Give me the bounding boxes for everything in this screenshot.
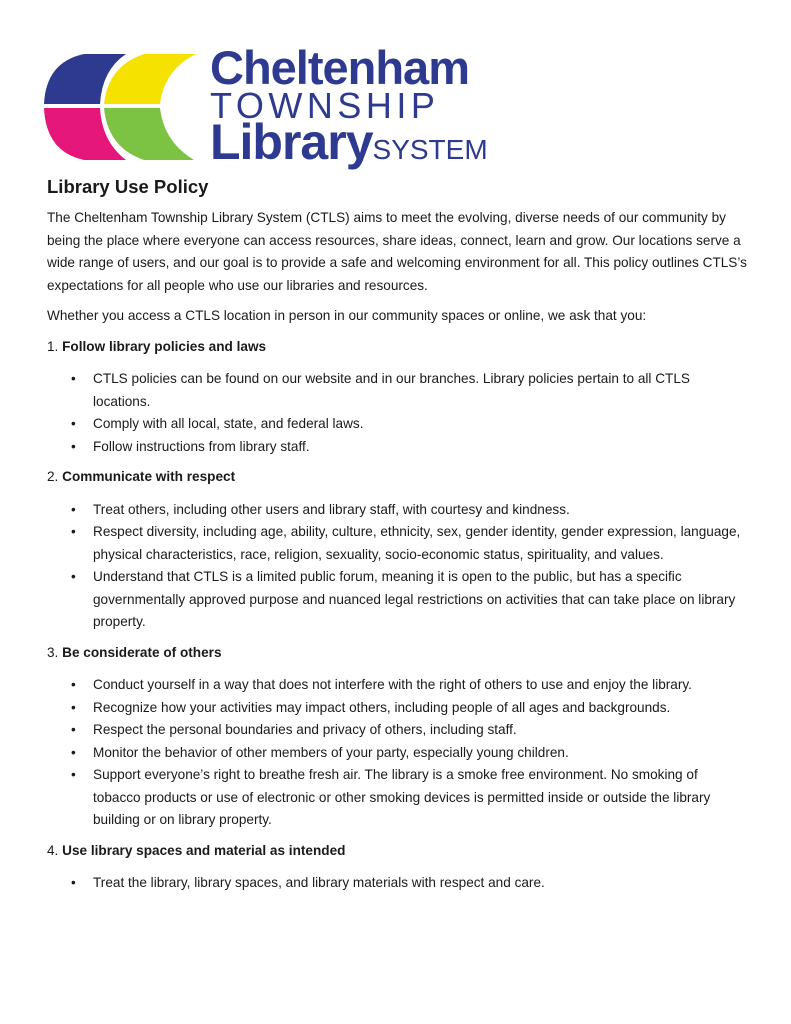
list-item: • Respect the personal boundaries and privacy of others, including staff. xyxy=(93,719,747,742)
section-1 xyxy=(47,336,747,459)
section-list xyxy=(47,674,747,832)
logo-line-3 xyxy=(210,114,488,178)
list-item: • Conduct yourself in a way that does not interfere with the right of others to use and enjoy the library. xyxy=(93,674,747,697)
section-heading xyxy=(47,336,747,359)
section-number: 1. xyxy=(47,338,59,354)
list-item: • Respect diversity, including age, ability, culture, ethnicity, sex, gender identity, gender expression, language, physical characteristics, race, religion, sexuality, socio-economic status, spirituality, and values. xyxy=(93,521,747,566)
section-title: Be considerate of others xyxy=(62,644,222,660)
section-heading xyxy=(47,642,747,665)
list-item: • CTLS policies can be found on our website and in our branches. Library policies pertain to all CTLS locations. xyxy=(93,368,747,413)
section-list xyxy=(47,499,747,634)
list-item: • Monitor the behavior of other members of your party, especially young children. xyxy=(93,742,747,765)
list-item: • Support everyone’s right to breathe fresh air. The library is a smoke free environment. No smoking of tobacco products or use of electronic or other smoking devices is permitted inside or outside the library building or on library property. xyxy=(93,764,747,832)
page-title: Library Use Policy xyxy=(47,176,209,197)
logo-line-1: Cheltenham xyxy=(210,41,469,94)
section-4 xyxy=(47,840,747,895)
section-list xyxy=(47,368,747,458)
list-item: • Treat the library, library spaces, and library materials with respect and care. xyxy=(93,872,747,895)
section-number: 4. xyxy=(47,842,59,858)
list-item: • Follow instructions from library staff. xyxy=(93,436,747,459)
library-logo xyxy=(44,40,488,170)
list-item: • Treat others, including other users and library staff, with courtesy and kindness. xyxy=(93,499,747,522)
list-item: • Understand that CTLS is a limited public forum, meaning it is open to the public, but has a specific governmentally approved purpose and nuanced legal restrictions on activities that can take place on library property. xyxy=(93,566,747,634)
intro-paragraph: The Cheltenham Township Library System (CTLS) aims to meet the evolving, diverse needs of our community by being the place where everyone can access resources, share ideas, connect, learn and grow. Our locations serve a wide range of users, and our goal is to provide a safe and welcoming environment for all. This policy outlines CTLS’s expectations for all people who use our libraries and resources. xyxy=(47,210,747,293)
section-number: 2. xyxy=(47,469,59,484)
logo-line-3-main: Library xyxy=(210,114,373,170)
section-title: Use library spaces and material as intended xyxy=(62,842,346,858)
section-2 xyxy=(47,466,747,634)
logo-line-2: TOWNSHIP xyxy=(210,85,440,126)
section-title: Follow library policies and laws xyxy=(62,338,267,354)
list-item: • Recognize how your activities may impact others, including people of all ages and backgrounds. xyxy=(93,697,747,720)
list-item: • Comply with all local, state, and federal laws. xyxy=(93,413,747,436)
policy-document xyxy=(47,175,747,901)
logo-line-3-small: SYSTEM xyxy=(372,134,488,165)
section-title: Communicate with respect xyxy=(62,469,236,484)
section-3 xyxy=(47,642,747,832)
section-heading xyxy=(47,840,747,863)
section-number: 3. xyxy=(47,644,59,660)
library-logo-mark-icon xyxy=(44,48,196,163)
lead-paragraph: Whether you access a CTLS location in person in our community spaces or online, we ask that you: xyxy=(47,308,647,323)
section-list xyxy=(47,872,747,895)
section-heading xyxy=(47,466,747,489)
